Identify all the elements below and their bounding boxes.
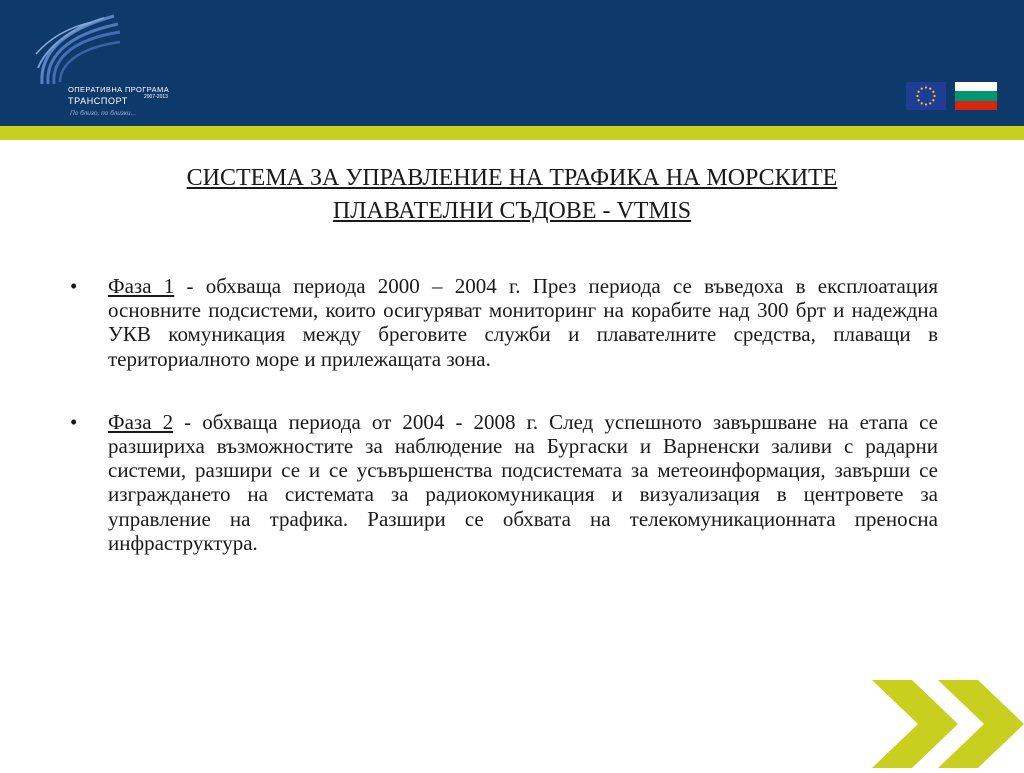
bullet-item-phase-2 <box>70 410 938 555</box>
bullet-item-phase-1 <box>70 274 938 371</box>
program-slogan: По близо, по близки... <box>70 110 137 117</box>
bullet-marker: • <box>70 274 78 298</box>
phase-2-label: Фаза 2 <box>108 409 174 434</box>
program-name-line1: ОПЕРАТИВНА ПРОГРАМА <box>68 85 170 94</box>
phase-2-text: - обхваща периода от 2004 - 2008 г. След успешното завършване на етапа се разшириха възможностите за наблюдение на Бургаски и Варненски заливи с радарни системи, разшири се и се усъвършенства подсистемата за метеоинформация, завърши се изграждането на системата за радиокомуникация и визуализация в центровете за управление на трафика. Разшири се обхвата на телекомуникационната преносна инфраструктура. <box>108 409 938 555</box>
program-logo-icon <box>34 10 124 90</box>
accent-stripe <box>0 126 1024 140</box>
slide-title-line2: ПЛАВАТЕЛНИ СЪДОВЕ - VTMIS <box>332 198 692 224</box>
phase-1-text: - обхваща периода 2000 – 2004 г. През периода се въведоха в експлоатация основните подсистеми, които осигуряват мониторинг на корабите над 300 брт и надеждна УКВ комуникация между бреговите служби и плавателните средства, плаващи в териториалното море и прилежащата зона. <box>108 274 938 371</box>
program-logo <box>30 8 190 118</box>
phase-1-label: Фаза 1 <box>108 274 175 298</box>
header-bar <box>0 0 1024 126</box>
program-years: 2007-2013 <box>144 94 168 100</box>
eu-flag-icon <box>906 82 946 110</box>
program-name-line2: ТРАНСПОРТ <box>68 96 128 106</box>
slide-title <box>60 162 964 228</box>
bulgarian-flag-icon <box>955 82 997 110</box>
bullet-marker: • <box>70 409 78 434</box>
bullet-list <box>70 274 938 555</box>
slide-title-line1: СИСТЕМА ЗА УПРАВЛЕНИЕ НА ТРАФИКА НА МОРСКИТЕ <box>186 165 838 191</box>
double-chevron-icon <box>872 680 1024 768</box>
